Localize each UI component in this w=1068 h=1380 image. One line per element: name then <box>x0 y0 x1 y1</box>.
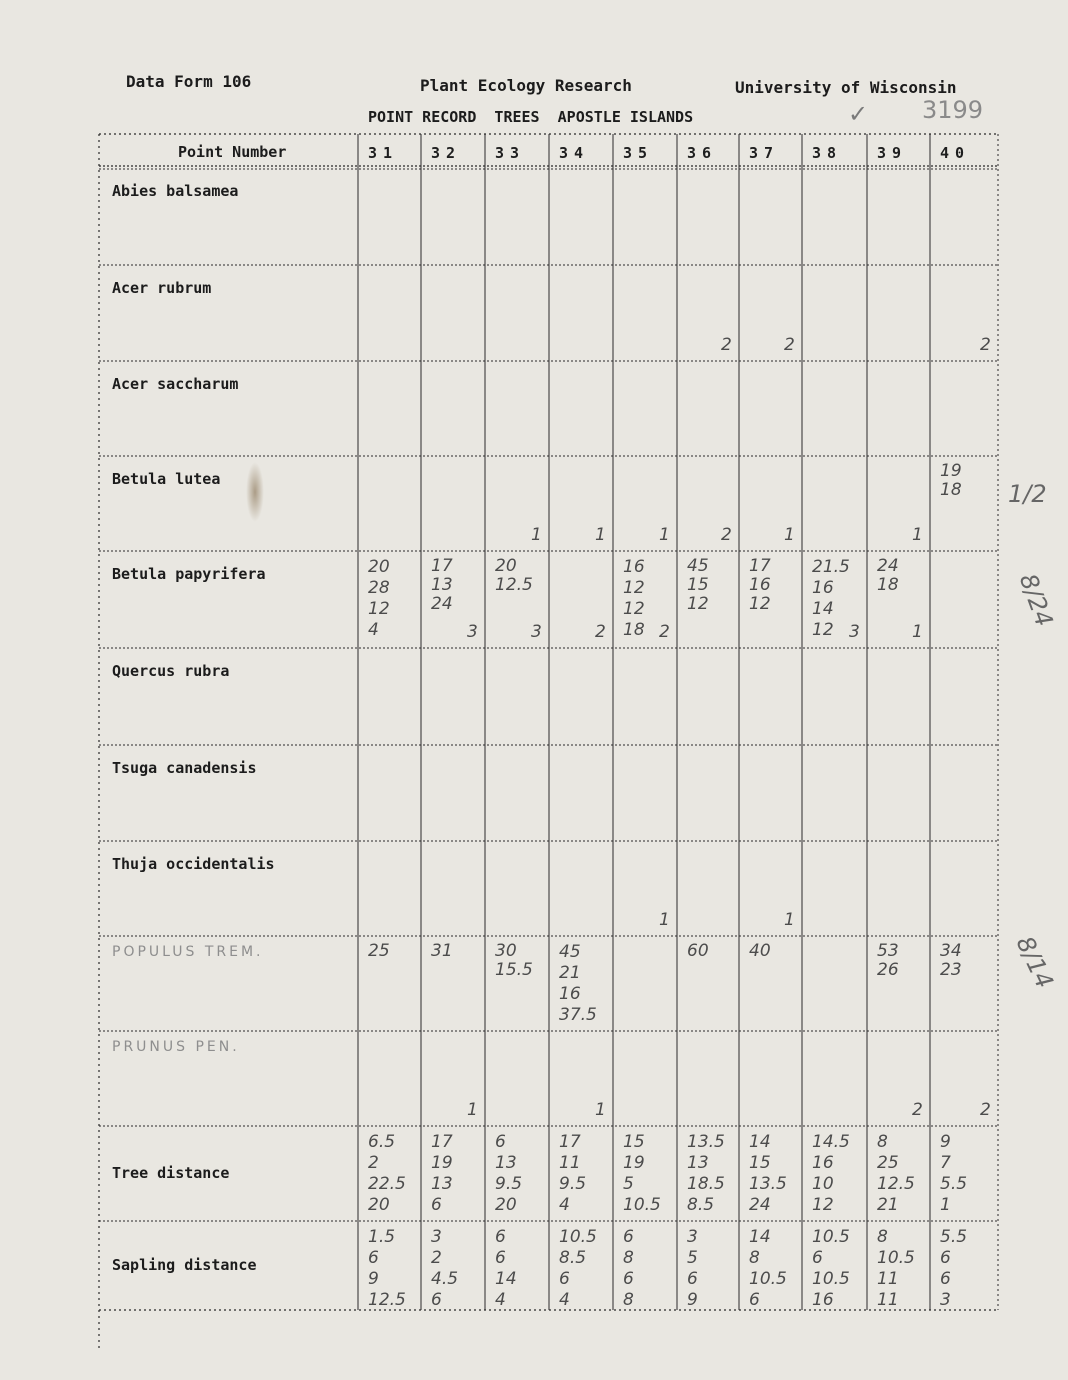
cell-value: 12.5 <box>877 1174 915 1194</box>
cell-values <box>877 557 899 595</box>
cell-value: 6 <box>623 1269 634 1289</box>
cell-value: 6 <box>431 1290 442 1310</box>
cell-values <box>749 942 771 961</box>
cell-value: 16 <box>812 578 834 598</box>
cell-value: 12 <box>749 594 771 614</box>
column-header-39: 39 <box>877 144 908 162</box>
institution-name: University of Wisconsin <box>735 78 957 97</box>
column-header-38: 38 <box>812 144 843 162</box>
cell-tally: 3 <box>531 622 542 642</box>
row-label-betula-papyrifera: Betula papyrifera <box>112 565 266 583</box>
cell-values <box>368 1227 406 1311</box>
cell-value: 3 <box>687 1227 698 1247</box>
column-header-40: 40 <box>940 144 971 162</box>
cell-value: 6 <box>495 1248 506 1268</box>
cell-values <box>559 942 597 1026</box>
cell-value: 16 <box>749 575 771 595</box>
cell-value: 4 <box>559 1195 570 1215</box>
cell-value: 6 <box>812 1248 823 1268</box>
cell-values <box>812 557 850 641</box>
cell-value: 12 <box>368 599 390 619</box>
cell-value: 7 <box>940 1153 951 1173</box>
cell-value: 18 <box>940 480 962 500</box>
handwritten-form-number: 3199 <box>922 96 984 124</box>
cell-value: 4 <box>559 1290 570 1310</box>
cell-value: 13 <box>687 1153 709 1173</box>
column-header-36: 36 <box>687 144 718 162</box>
cell-value: 60 <box>687 941 709 961</box>
cell-values <box>877 942 899 980</box>
cell-value: 12.5 <box>495 575 533 595</box>
cell-value: 24 <box>749 1195 771 1215</box>
cell-value: 12 <box>623 578 645 598</box>
cell-value: 20 <box>495 556 517 576</box>
cell-value: 14.5 <box>812 1132 850 1152</box>
cell-value: 24 <box>877 556 899 576</box>
point-number-header: Point Number <box>178 143 287 161</box>
cell-value: 11 <box>877 1269 899 1289</box>
cell-value: 21.5 <box>812 557 850 577</box>
row-label-betula-lutea: Betula lutea <box>112 470 221 488</box>
row-label-tsuga-canadensis: Tsuga canadensis <box>112 759 257 777</box>
cell-value: 6 <box>749 1290 760 1310</box>
cell-values <box>623 557 645 641</box>
cell-value: 13 <box>495 1153 517 1173</box>
cell-values <box>749 557 771 614</box>
cell-value: 5 <box>687 1248 698 1268</box>
cell-values <box>687 942 709 961</box>
cell-value: 16 <box>623 557 645 577</box>
row-label-prunus-pen: PRUNUS PEN. <box>112 1039 240 1055</box>
cell-values <box>687 1227 698 1311</box>
column-header-34: 34 <box>559 144 590 162</box>
cell-value: 13 <box>431 575 453 595</box>
cell-values <box>368 557 390 641</box>
cell-values <box>431 557 453 614</box>
cell-values <box>431 1227 458 1311</box>
cell-tally: 3 <box>849 622 860 642</box>
cell-value: 17 <box>559 1132 581 1152</box>
cell-values <box>812 1227 850 1311</box>
cell-value: 6 <box>495 1132 506 1152</box>
cell-tally: 1 <box>531 525 542 545</box>
cell-value: 17 <box>431 556 453 576</box>
cell-values <box>749 1227 787 1311</box>
row-label-acer-rubrum: Acer rubrum <box>112 279 212 297</box>
cell-tally: 1 <box>595 525 606 545</box>
cell-value: 9 <box>368 1269 379 1289</box>
cell-value: 15 <box>687 575 709 595</box>
cell-value: 1.5 <box>368 1227 396 1247</box>
cell-tally: 2 <box>659 622 670 642</box>
cell-value: 21 <box>877 1195 899 1215</box>
form-subtitle: POINT RECORD TREES APOSTLE ISLANDS <box>368 108 694 126</box>
cell-value: 17 <box>749 556 771 576</box>
cell-value: 23 <box>940 960 962 980</box>
margin-note-betula-lutea: 1/2 <box>1008 480 1047 508</box>
cell-value: 15 <box>749 1153 771 1173</box>
cell-values <box>623 1132 661 1216</box>
cell-value: 24 <box>431 594 453 614</box>
row-label-acer-saccharum: Acer saccharum <box>112 375 239 393</box>
cell-value: 18.5 <box>687 1174 725 1194</box>
form-label: Data Form 106 <box>126 72 252 91</box>
cell-value: 19 <box>623 1153 645 1173</box>
cell-values <box>495 1132 522 1216</box>
cell-value: 45 <box>559 942 581 962</box>
cell-value: 4 <box>368 620 379 640</box>
cell-value: 14 <box>749 1132 771 1152</box>
cell-values <box>495 1227 517 1311</box>
cell-tally: 3 <box>467 622 478 642</box>
cell-values <box>877 1132 915 1216</box>
cell-value: 40 <box>749 941 771 961</box>
cell-value: 6 <box>368 1248 379 1268</box>
cell-value: 13 <box>431 1174 453 1194</box>
cell-value: 25 <box>368 941 390 961</box>
cell-tally: 1 <box>467 1100 478 1120</box>
cell-values <box>940 942 962 980</box>
cell-value: 12 <box>687 594 709 614</box>
cell-value: 20 <box>495 1195 517 1215</box>
cell-value: 37.5 <box>559 1005 597 1025</box>
cell-values <box>368 1132 406 1216</box>
stain-mark <box>246 462 264 522</box>
cell-value: 2 <box>431 1248 442 1268</box>
cell-value: 17 <box>431 1132 453 1152</box>
cell-value: 22.5 <box>368 1174 406 1194</box>
column-header-31: 31 <box>368 144 399 162</box>
column-header-33: 33 <box>495 144 526 162</box>
cell-value: 9 <box>687 1290 698 1310</box>
cell-tally: 2 <box>980 335 991 355</box>
cell-tally: 2 <box>721 335 732 355</box>
cell-value: 34 <box>940 941 962 961</box>
cell-values <box>431 942 453 961</box>
cell-value: 6 <box>431 1195 442 1215</box>
cell-value: 8 <box>623 1290 634 1310</box>
cell-value: 11 <box>559 1153 581 1173</box>
cell-value: 53 <box>877 941 899 961</box>
cell-value: 19 <box>940 461 962 481</box>
cell-values <box>749 1132 787 1216</box>
cell-value: 15.5 <box>495 960 533 980</box>
row-label-populus-trem: POPULUS TREM. <box>112 944 264 960</box>
cell-value: 5.5 <box>940 1227 968 1247</box>
column-header-37: 37 <box>749 144 780 162</box>
cell-value: 16 <box>559 984 581 1004</box>
cell-value: 4 <box>495 1290 506 1310</box>
column-header-32: 32 <box>431 144 462 162</box>
cell-values <box>877 1227 915 1311</box>
cell-values <box>368 942 390 961</box>
cell-value: 6 <box>687 1269 698 1289</box>
cell-tally: 1 <box>784 525 795 545</box>
cell-value: 3 <box>940 1290 951 1310</box>
cell-value: 9.5 <box>559 1174 587 1194</box>
cell-value: 3 <box>431 1227 442 1247</box>
cell-value: 18 <box>877 575 899 595</box>
cell-value: 19 <box>431 1153 453 1173</box>
cell-tally: 2 <box>595 622 606 642</box>
cell-tally: 2 <box>912 1100 923 1120</box>
cell-value: 6 <box>623 1227 634 1247</box>
cell-value: 8.5 <box>559 1248 587 1268</box>
cell-value: 16 <box>812 1153 834 1173</box>
cell-value: 9.5 <box>495 1174 523 1194</box>
cell-value: 8 <box>623 1248 634 1268</box>
cell-value: 12 <box>812 1195 834 1215</box>
cell-tally: 1 <box>912 622 923 642</box>
margin-note-populus: 8/14 <box>1010 932 1059 993</box>
cell-tally: 1 <box>659 525 670 545</box>
cell-values <box>687 557 709 614</box>
cell-tally: 1 <box>784 910 795 930</box>
cell-value: 10 <box>812 1174 834 1194</box>
cell-values <box>940 462 962 500</box>
column-header-35: 35 <box>623 144 654 162</box>
cell-values <box>940 1132 967 1216</box>
cell-value: 30 <box>495 941 517 961</box>
cell-value: 10.5 <box>812 1227 850 1247</box>
cell-value: 18 <box>623 620 645 640</box>
cell-value: 31 <box>431 941 453 961</box>
cell-value: 8 <box>877 1132 888 1152</box>
cell-tally: 1 <box>659 910 670 930</box>
cell-value: 10.5 <box>623 1195 661 1215</box>
check-mark: ✓ <box>848 100 869 128</box>
cell-value: 12 <box>812 620 834 640</box>
cell-values <box>812 1132 850 1216</box>
cell-values <box>495 557 533 595</box>
cell-value: 10.5 <box>749 1269 787 1289</box>
cell-value: 11 <box>877 1290 899 1310</box>
cell-value: 15 <box>623 1132 645 1152</box>
cell-values <box>559 1132 586 1216</box>
cell-values <box>687 1132 725 1216</box>
row-label-tree-distance: Tree distance <box>112 1163 230 1182</box>
row-label-thuja-occidentalis: Thuja occidentalis <box>112 855 275 873</box>
cell-value: 16 <box>812 1290 834 1310</box>
cell-value: 13.5 <box>749 1174 787 1194</box>
cell-value: 20 <box>368 557 390 577</box>
cell-value: 1 <box>940 1195 951 1215</box>
cell-values <box>559 1227 597 1311</box>
cell-value: 8 <box>749 1248 760 1268</box>
cell-tally: 2 <box>721 525 732 545</box>
cell-value: 6 <box>495 1227 506 1247</box>
margin-note-betula-papyrifera: 8/24 <box>1013 570 1059 631</box>
cell-value: 4.5 <box>431 1269 459 1289</box>
cell-value: 6 <box>940 1248 951 1268</box>
cell-tally: 2 <box>980 1100 991 1120</box>
form-title: Plant Ecology Research <box>420 76 632 95</box>
row-label-quercus-rubra: Quercus rubra <box>112 662 230 680</box>
row-label-sapling-distance: Sapling distance <box>112 1255 257 1274</box>
cell-value: 5.5 <box>940 1174 968 1194</box>
cell-value: 21 <box>559 963 581 983</box>
cell-tally: 2 <box>784 335 795 355</box>
cell-value: 28 <box>368 578 390 598</box>
cell-value: 10.5 <box>812 1269 850 1289</box>
cell-tally: 1 <box>912 525 923 545</box>
cell-value: 45 <box>687 556 709 576</box>
cell-value: 10.5 <box>877 1248 915 1268</box>
cell-value: 8 <box>877 1227 888 1247</box>
cell-value: 12 <box>623 599 645 619</box>
cell-value: 26 <box>877 960 899 980</box>
cell-values <box>940 1227 967 1311</box>
cell-value: 5 <box>623 1174 634 1194</box>
cell-value: 20 <box>368 1195 390 1215</box>
cell-value: 6 <box>559 1269 570 1289</box>
cell-tally: 1 <box>595 1100 606 1120</box>
cell-values <box>623 1227 634 1311</box>
cell-value: 14 <box>749 1227 771 1247</box>
cell-value: 25 <box>877 1153 899 1173</box>
cell-value: 9 <box>940 1132 951 1152</box>
cell-value: 13.5 <box>687 1132 725 1152</box>
cell-value: 14 <box>495 1269 517 1289</box>
cell-value: 14 <box>812 599 834 619</box>
cell-value: 8.5 <box>687 1195 715 1215</box>
cell-value: 10.5 <box>559 1227 597 1247</box>
cell-values <box>495 942 533 980</box>
cell-value: 12.5 <box>368 1290 406 1310</box>
cell-value: 6.5 <box>368 1132 396 1152</box>
cell-value: 2 <box>368 1153 379 1173</box>
row-label-abies-balsamea: Abies balsamea <box>112 182 239 200</box>
cell-values <box>431 1132 453 1216</box>
cell-value: 6 <box>940 1269 951 1289</box>
